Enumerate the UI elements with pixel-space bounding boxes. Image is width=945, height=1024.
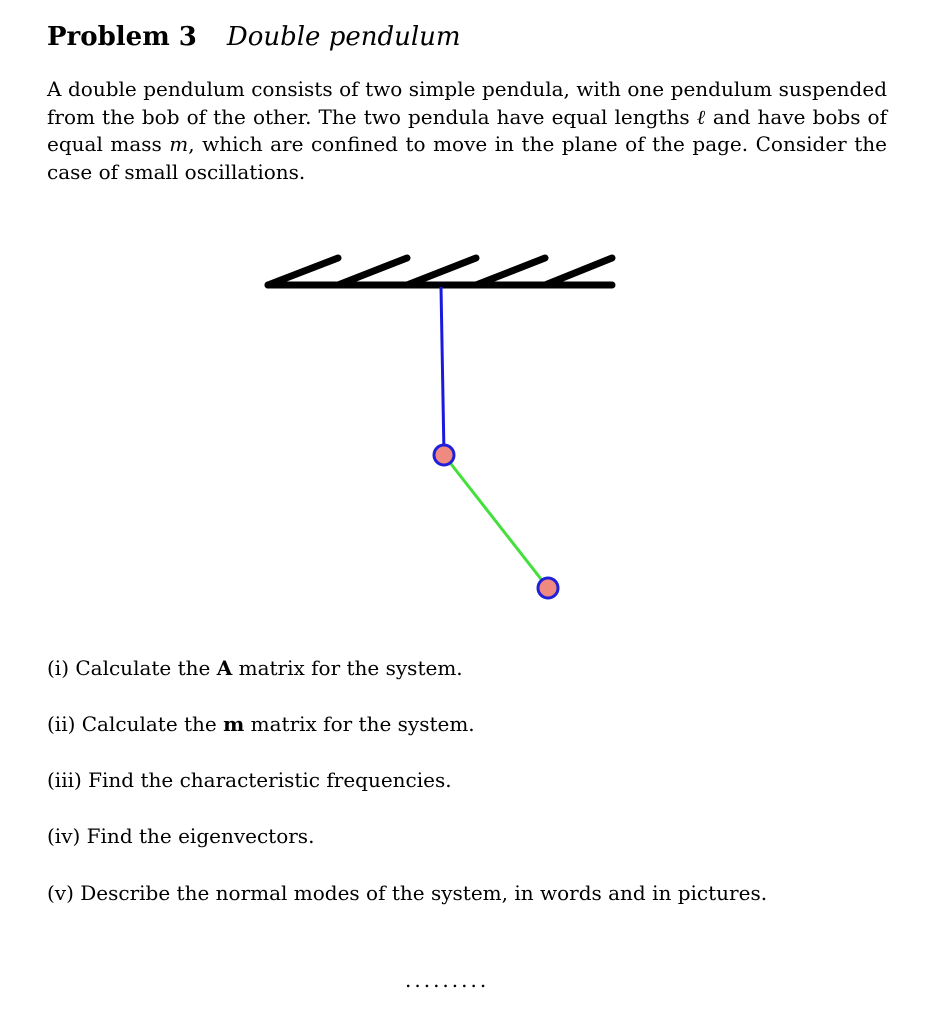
ceiling-hatch [407, 258, 476, 285]
upper-pendulum-rod [441, 287, 444, 455]
question-5: (v) Describe the normal modes of the system, in words and in pictures. [47, 881, 768, 905]
intro-text-2: and have bobs of equal mass [47, 104, 887, 156]
question-3: (iii) Find the characteristic frequencies. [47, 768, 452, 792]
ceiling-hatch [476, 258, 545, 285]
ceiling-hatch [545, 258, 612, 285]
lower-pendulum-rod [444, 455, 548, 588]
mass-symbol: m [169, 132, 189, 156]
upper-bob [434, 445, 454, 465]
question-1: (i) Calculate the A matrix for the system. [47, 656, 463, 680]
ceiling-hatch [268, 258, 338, 285]
problem-label: Problem 3 [47, 22, 197, 52]
intro-text-3: , which are confined to move in the plane of the page. Consider the case of small oscillations. [47, 132, 887, 184]
lower-bob [538, 578, 558, 598]
intro-text-1: A double pendulum consists of two simple pendula, with one pendulum suspended from the bob of the other. The two pendula have equal lengths [47, 77, 887, 129]
matrix-A-symbol: A [216, 656, 233, 680]
question-4: (iv) Find the eigenvectors. [47, 824, 315, 848]
length-symbol: ℓ [696, 104, 706, 129]
ceiling-hatch [338, 258, 407, 285]
problem-subtitle: Double pendulum [226, 22, 461, 52]
ellipsis-separator: ......... [405, 968, 490, 992]
question-2: (ii) Calculate the m matrix for the system. [47, 712, 475, 736]
ceiling-support [268, 258, 612, 285]
matrix-m-symbol: m [223, 712, 245, 736]
